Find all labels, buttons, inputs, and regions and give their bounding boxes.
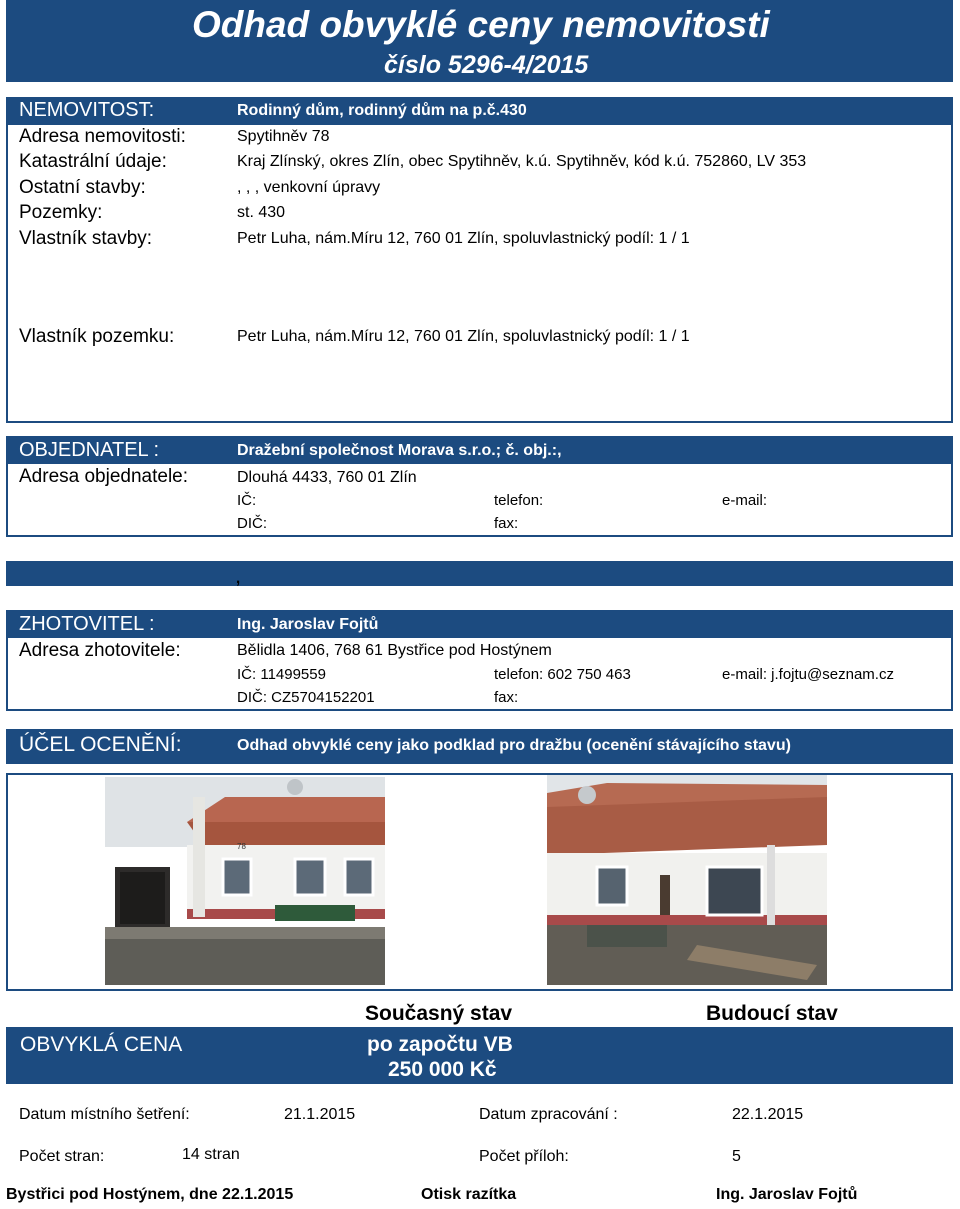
property-type: Rodinný dům, rodinný dům na p.č.430: [237, 102, 527, 119]
stamp-label: Otisk razítka: [421, 1186, 517, 1203]
property-address-value: Spytihněv 78: [237, 128, 330, 145]
house-photo-right-image: [547, 775, 827, 985]
property-address-label: Adresa nemovitosti:: [19, 126, 186, 147]
page-count-value: 14 stran: [182, 1146, 240, 1163]
client-dic: DIČ:: [237, 515, 267, 532]
cadastral-value: Kraj Zlínský, okres Zlín, obec Spytihněv, k.ú. Spytihněv, kód k.ú. 752860, LV 353: [237, 153, 807, 170]
processing-date-value: 22.1.2015: [732, 1106, 804, 1123]
land-label: Pozemky:: [19, 202, 103, 223]
contractor-name: Ing. Jaroslav Fojtů: [237, 616, 379, 633]
contractor-address-label: Adresa zhotovitele:: [19, 640, 181, 661]
attachment-count-value: 5: [732, 1148, 741, 1165]
land-owner-value: Petr Luha, nám.Míru 12, 760 01 Zlín, spoluvlastnický podíl: 1 / 1: [237, 328, 690, 345]
signature-name: Ing. Jaroslav Fojtů: [716, 1186, 858, 1203]
contractor-ic: IČ: 11499559: [237, 666, 326, 683]
future-state-header: Budoucí stav: [706, 1002, 838, 1025]
contractor-label: ZHOTOVITEL :: [19, 613, 155, 635]
house-number: 78: [237, 842, 246, 851]
other-buildings-value: , , , venkovní úpravy: [237, 179, 381, 196]
client-address-label: Adresa objednatele:: [19, 466, 189, 487]
client-email: e-mail:: [722, 492, 768, 509]
client-name: Dražební společnost Morava s.r.o.; č. obj.:,: [237, 442, 562, 459]
current-state-header: Současný stav: [365, 1002, 513, 1025]
signature-place-date: Bystřici pod Hostýnem, dne 22.1.2015: [6, 1186, 294, 1203]
other-buildings-label: Ostatní stavby:: [19, 177, 146, 198]
current-price-note: po započtu VB: [367, 1033, 513, 1056]
contractor-address-value: Bělidla 1406, 768 61 Bystřice pod Hostýnem: [237, 642, 552, 659]
separator-text: ,: [235, 563, 242, 588]
attachment-count-label: Počet příloh:: [479, 1148, 569, 1165]
house-photo-left-image: [105, 777, 385, 985]
processing-date-label: Datum zpracování :: [479, 1106, 618, 1123]
contractor-dic: DIČ: CZ5704152201: [237, 689, 375, 706]
property-label: NEMOVITOST:: [19, 99, 155, 121]
cadastral-label: Katastrální údaje:: [19, 151, 167, 172]
building-owner-label: Vlastník stavby:: [19, 228, 153, 249]
contractor-phone: telefon: 602 750 463: [494, 666, 631, 683]
document-number: číslo 5296-4/2015: [384, 51, 589, 79]
current-price-value: 250 000 Kč: [388, 1058, 497, 1081]
house-photo-right: [547, 775, 827, 985]
purpose-label: ÚČEL OCENĚNÍ:: [19, 733, 182, 756]
separator-bar: [6, 561, 953, 586]
contractor-fax: fax:: [494, 689, 519, 706]
inspection-date-label: Datum místního šetření:: [19, 1106, 190, 1123]
client-fax: fax:: [494, 515, 519, 532]
contractor-email: e-mail: j.fojtu@seznam.cz: [722, 666, 894, 683]
client-phone: telefon:: [494, 492, 544, 509]
client-ic: IČ:: [237, 492, 257, 509]
building-owner-value: Petr Luha, nám.Míru 12, 760 01 Zlín, spoluvlastnický podíl: 1 / 1: [237, 230, 690, 247]
land-owner-label: Vlastník pozemku:: [19, 326, 175, 347]
purpose-value: Odhad obvyklé ceny jako podklad pro dražbu (ocenění stávajícího stavu): [237, 737, 791, 754]
client-label: OBJEDNATEL :: [19, 439, 160, 461]
page-title: Odhad obvyklé ceny nemovitosti: [192, 4, 770, 45]
client-address-value: Dlouhá 4433, 760 01 Zlín: [237, 469, 417, 486]
land-value: st. 430: [237, 204, 286, 221]
page-count-label: Počet stran:: [19, 1148, 105, 1165]
price-label: OBVYKLÁ CENA: [20, 1033, 183, 1056]
inspection-date-value: 21.1.2015: [284, 1106, 356, 1123]
house-photo-left: [105, 777, 385, 985]
